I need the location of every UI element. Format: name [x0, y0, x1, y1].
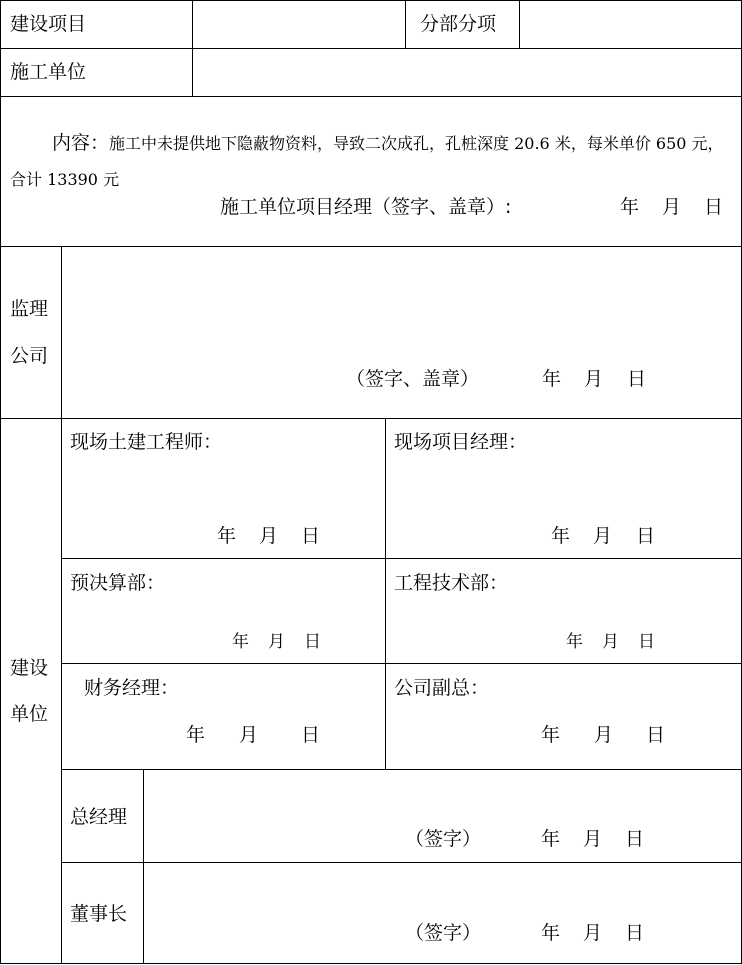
budget-dept-day: 日	[304, 632, 321, 652]
supervision-month: 月	[584, 368, 604, 390]
site-manager-year: 年	[551, 525, 571, 547]
finance-manager-label: 财务经理：	[84, 677, 180, 699]
content-year: 年	[620, 196, 640, 218]
chairman-day: 日	[625, 922, 645, 944]
supervision-label-line2: 公司	[10, 345, 49, 367]
content-block	[10, 125, 735, 198]
rule	[143, 769, 144, 964]
finance-manager-day: 日	[301, 724, 321, 746]
civil-engineer-year: 年	[217, 525, 237, 547]
contractor-label: 施工单位	[10, 61, 87, 83]
rule	[61, 246, 62, 964]
rule	[0, 96, 742, 97]
content-label: 内容：	[52, 132, 110, 154]
budget-dept-label: 预决算部：	[70, 572, 166, 594]
rule	[385, 418, 386, 769]
tech-dept-label: 工程技术部：	[394, 572, 509, 594]
content-day: 日	[704, 196, 724, 218]
content-month: 月	[662, 196, 682, 218]
tech-dept-month: 月	[602, 632, 619, 652]
rule	[0, 48, 742, 49]
supervision-day: 日	[627, 368, 647, 390]
vice-president-year: 年	[541, 724, 561, 746]
chairman-label: 董事长	[70, 903, 128, 925]
owner-label-line2: 单位	[10, 703, 49, 725]
vice-president-month: 月	[594, 724, 614, 746]
general-manager-month: 月	[583, 828, 603, 850]
general-manager-label: 总经理	[70, 806, 128, 828]
budget-dept-month: 月	[268, 632, 285, 652]
rule	[61, 558, 742, 559]
rule	[61, 769, 742, 770]
rule	[405, 0, 406, 48]
rule	[0, 246, 742, 247]
civil-engineer-month: 月	[259, 525, 279, 547]
budget-dept-year: 年	[232, 632, 249, 652]
contractor-manager-signature-line: 施工单位项目经理（签字、盖章）:	[220, 196, 512, 218]
supervision-year: 年	[542, 368, 562, 390]
rule	[519, 0, 520, 48]
site-manager-label: 现场项目经理：	[394, 431, 528, 453]
rule	[0, 0, 742, 1]
finance-manager-month: 月	[239, 724, 259, 746]
vice-president-label: 公司副总：	[394, 677, 490, 699]
rule	[61, 862, 742, 863]
site-manager-day: 日	[636, 525, 656, 547]
rule	[0, 0, 1, 964]
rule	[0, 963, 742, 964]
tech-dept-year: 年	[566, 632, 583, 652]
vice-president-day: 日	[646, 724, 666, 746]
general-manager-sign-note: （签字）	[405, 828, 482, 850]
civil-engineer-label: 现场土建工程师：	[70, 431, 223, 453]
supervision-stamp-note: （签字、盖章）	[346, 368, 480, 390]
chairman-sign-note: （签字）	[405, 922, 482, 944]
chairman-year: 年	[541, 922, 561, 944]
general-manager-day: 日	[625, 828, 645, 850]
site-manager-month: 月	[593, 525, 613, 547]
general-manager-year: 年	[541, 828, 561, 850]
tech-dept-day: 日	[638, 632, 655, 652]
chairman-month: 月	[583, 922, 603, 944]
content-paragraph	[10, 125, 735, 198]
supervision-label-line1: 监理	[10, 298, 49, 320]
civil-engineer-day: 日	[301, 525, 321, 547]
rule	[61, 663, 742, 664]
finance-manager-year: 年	[186, 724, 206, 746]
rule	[0, 418, 742, 419]
owner-label-line1: 建设	[10, 657, 49, 679]
subitem-label: 分部分项	[420, 13, 497, 35]
project-label: 建设项目	[10, 13, 87, 35]
rule	[192, 0, 193, 96]
content-text: 施工中未提供地下隐蔽物资料，导致二次成孔，孔桩深度 20.6 米，每米单价 650 元，合计 13390 元	[10, 134, 724, 189]
